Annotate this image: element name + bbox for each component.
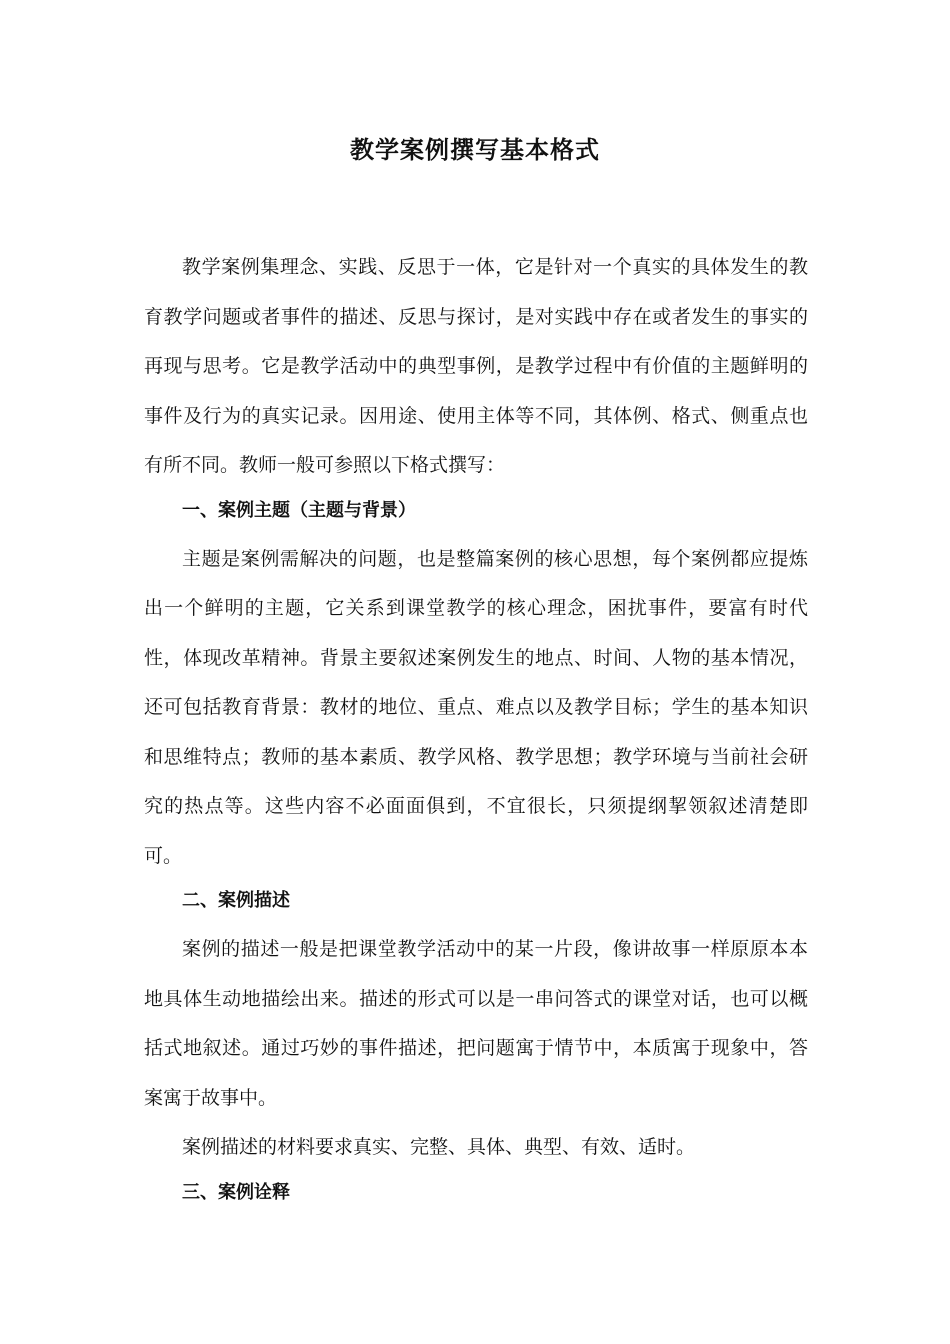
document-body [144, 243, 808, 1213]
section-heading-theme: 一、案例主题（主题与背景） [182, 499, 416, 521]
section-theme-paragraph: 主题是案例需解决的问题，也是整篇案例的核心思想，每个案例都应提炼出一个鲜明的主题，它关系到课堂教学的核心理念，困扰事件，要富有时代性，体现改革精神。背景主要叙述案例发生的地点、时间、人物的基本情况，还可包括教育背景：教材的地位、重点、难点以及教学目标；学生的基本知识和思维特点；教师的基本素质、教学风格、教学思想；教学环境与当前社会研究的热点等。这些内容不必面面俱到，不宜很长，只须提纲挈领叙述清楚即可。 [144, 547, 808, 867]
section-description-paragraph-2: 案例描述的材料要求真实、完整、具体、典型、有效、适时。 [182, 1136, 696, 1158]
section-heading-interpretation: 三、案例诠释 [182, 1181, 290, 1203]
section-heading-description: 二、案例描述 [182, 890, 290, 911]
section-description-paragraph-1: 案例的描述一般是把课堂教学活动中的某一片段，像讲故事一样原原本本地具体生动地描绘出来。描述的形式可以是一串问答式的课堂对话，也可以概括式地叙述。通过巧妙的事件描述，把问题寓于情节中，本质寓于现象中，答案寓于故事中。 [144, 938, 808, 1109]
intro-paragraph: 教学案例集理念、实践、反思于一体，它是针对一个真实的具体发生的教育教学问题或者事件的描述、反思与探讨，是对实践中存在或者发生的事实的再现与思考。它是教学活动中的典型事例，是教学过程中有价值的主题鲜明的事件及行为的真实记录。因用途、使用主体等不同，其体例、格式、侧重点也有所不同。教师一般可参照以下格式撰写： [144, 256, 808, 476]
document-title: 教学案例撰写基本格式 [350, 136, 600, 164]
